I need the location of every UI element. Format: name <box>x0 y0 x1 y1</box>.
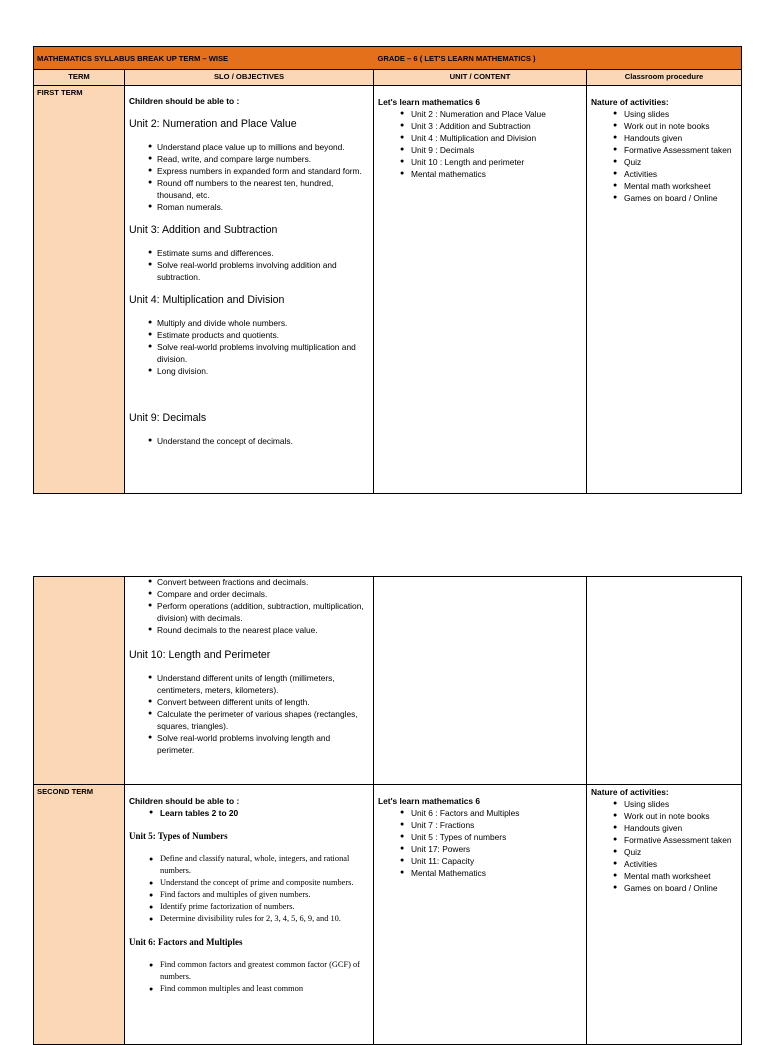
unit-heading: Unit 2: Numeration and Place Value <box>129 118 297 130</box>
list-item: ● Understand different units of length (millimeters, centimeters, meters, kilometers). <box>143 672 369 696</box>
list-item: ● Unit 7 : Fractions <box>411 819 582 831</box>
list-item: ● Round off numbers to the nearest ten, hundred, thousand, etc. <box>143 177 369 201</box>
objectives-cell <box>125 577 374 785</box>
term-label: FIRST TERM <box>34 86 125 494</box>
list-item: ● Using slides <box>624 798 737 810</box>
list-item: ● Compare and order decimals. <box>143 588 369 600</box>
grade-title: GRADE – 6 ( LET'S LEARN MATHEMATICS ) <box>587 47 742 70</box>
list-item: ● Perform operations (addition, subtraction, multiplication, division) with decimals. <box>143 600 369 624</box>
list-item: ● Formative Assessment taken <box>624 144 737 156</box>
list-item: ● Mental math worksheet <box>624 180 737 192</box>
list-item: ● Solve real-world problems involving length and perimeter. <box>143 732 369 756</box>
list-item: ● Estimate products and quotients. <box>143 329 369 341</box>
objective-list <box>129 959 369 995</box>
list-item: ● Solve real-world problems involving addition and subtraction. <box>143 259 369 283</box>
list-item: ● Find common factors and greatest common factor (GCF) of numbers. <box>160 959 369 983</box>
list-item: ● Find factors and multiples of given numbers. <box>160 889 369 901</box>
list-item: ● Round decimals to the nearest place value. <box>143 624 369 636</box>
list-item: ● Determine divisibility rules for 2, 3, 4, 5, 6, 9, and 10. <box>160 913 369 925</box>
list-item: ● Unit 10 : Length and perimeter <box>411 156 582 168</box>
intro-list <box>129 807 369 819</box>
objective-list <box>129 247 369 283</box>
list-item: ● Convert between different units of length. <box>143 696 369 708</box>
procedure-list <box>591 108 737 204</box>
objective-list <box>129 576 369 636</box>
col-header-procedure: Classroom procedure <box>587 70 742 86</box>
list-item: ● Identify prime factorization of numbers. <box>160 901 369 913</box>
list-item: ● Activities <box>624 168 737 180</box>
unit-heading: Unit 10: Length and Perimeter <box>129 649 271 661</box>
content-title: Let's learn mathematics 6 <box>378 97 481 107</box>
list-item: ● Unit 6 : Factors and Multiples <box>411 807 582 819</box>
col-header-term: TERM <box>34 70 125 86</box>
objective-list <box>129 435 369 447</box>
procedure-title: Nature of activities: <box>591 787 669 797</box>
list-item: ● Understand place value up to millions and beyond. <box>143 141 369 153</box>
procedure-cell-empty <box>587 577 742 785</box>
list-item: ● Handouts given <box>624 822 737 834</box>
list-item: ● Handouts given <box>624 132 737 144</box>
list-item: ● Unit 2 : Numeration and Place Value <box>411 108 582 120</box>
list-item: ● Unit 3 : Addition and Subtraction <box>411 120 582 132</box>
objective-list <box>129 672 369 756</box>
objectives-cell <box>125 86 374 494</box>
list-item: ● Express numbers in expanded form and standard form. <box>143 165 369 177</box>
unit-heading: Unit 3: Addition and Subtraction <box>129 224 278 236</box>
content-cell-empty <box>374 577 587 785</box>
procedure-title: Nature of activities: <box>591 97 669 107</box>
list-item: ● Long division. <box>143 365 369 377</box>
objectives-cell <box>125 785 374 1045</box>
unit-heading: Unit 4: Multiplication and Division <box>129 294 285 306</box>
list-item: ● Work out in note books <box>624 810 737 822</box>
syllabus-title: MATHEMATICS SYLLABUS BREAK UP TERM – WISE <box>34 47 587 70</box>
list-item: ● Unit 5 : Types of numbers <box>411 831 582 843</box>
objective-list <box>129 141 369 213</box>
objective-list <box>129 317 369 377</box>
list-item: ● Estimate sums and differences. <box>143 247 369 259</box>
list-item: ● Quiz <box>624 156 737 168</box>
content-cell <box>374 785 587 1045</box>
second-term-row <box>34 785 742 1045</box>
list-item: ● Calculate the perimeter of various shapes (rectangles, squares, triangles). <box>143 708 369 732</box>
syllabus-table-page1 <box>33 46 742 494</box>
intro-text: Children should be able to : <box>129 96 240 106</box>
col-header-objectives: SLO / OBJECTIVES <box>125 70 374 86</box>
syllabus-table-page2 <box>33 576 742 1045</box>
procedure-cell <box>587 785 742 1045</box>
term-label-empty <box>34 577 125 785</box>
list-item: ● Roman numerals. <box>143 201 369 213</box>
list-item: ● Using slides <box>624 108 737 120</box>
list-item: ● Formative Assessment taken <box>624 834 737 846</box>
list-item: ● Unit 11: Capacity <box>411 855 582 867</box>
unit-heading: Unit 6: Factors and Multiples <box>129 937 243 947</box>
list-item: ● Games on board / Online <box>624 192 737 204</box>
content-list <box>378 108 582 180</box>
intro-text: Children should be able to : <box>129 796 240 806</box>
term-label: SECOND TERM <box>34 785 125 1045</box>
unit-heading: Unit 9: Decimals <box>129 412 207 424</box>
list-item: ● Unit 4 : Multiplication and Division <box>411 132 582 144</box>
list-item: ● Multiply and divide whole numbers. <box>143 317 369 329</box>
content-list <box>378 807 582 879</box>
list-item: ● Learn tables 2 to 20 <box>160 807 369 819</box>
list-item: ● Understand the concept of decimals. <box>143 435 369 447</box>
list-item: ● Unit 17: Powers <box>411 843 582 855</box>
list-item: ● Games on board / Online <box>624 882 737 894</box>
list-item: ● Solve real-world problems involving multiplication and division. <box>143 341 369 365</box>
objective-list <box>129 853 369 925</box>
list-item: ● Mental math worksheet <box>624 870 737 882</box>
continued-row <box>34 577 742 785</box>
list-item: ● Find common multiples and least common <box>160 983 369 995</box>
list-item: ● Unit 9 : Decimals <box>411 144 582 156</box>
content-title: Let's learn mathematics 6 <box>378 796 481 806</box>
list-item: ● Activities <box>624 858 737 870</box>
column-header-row <box>34 70 742 86</box>
procedure-list <box>591 798 737 894</box>
first-term-row <box>34 86 742 494</box>
list-item: ● Mental mathematics <box>411 168 582 180</box>
list-item: ● Convert between fractions and decimals. <box>143 576 369 588</box>
col-header-content: UNIT / CONTENT <box>374 70 587 86</box>
content-cell <box>374 86 587 494</box>
list-item: ● Work out in note books <box>624 120 737 132</box>
list-item: ● Define and classify natural, whole, integers, and rational numbers. <box>160 853 369 877</box>
list-item: ● Quiz <box>624 846 737 858</box>
list-item: ● Understand the concept of prime and composite numbers. <box>160 877 369 889</box>
list-item: ● Mental Mathematics <box>411 867 582 879</box>
unit-heading: Unit 5: Types of Numbers <box>129 831 228 841</box>
title-row <box>34 47 742 70</box>
procedure-cell <box>587 86 742 494</box>
list-item: ● Read, write, and compare large numbers. <box>143 153 369 165</box>
